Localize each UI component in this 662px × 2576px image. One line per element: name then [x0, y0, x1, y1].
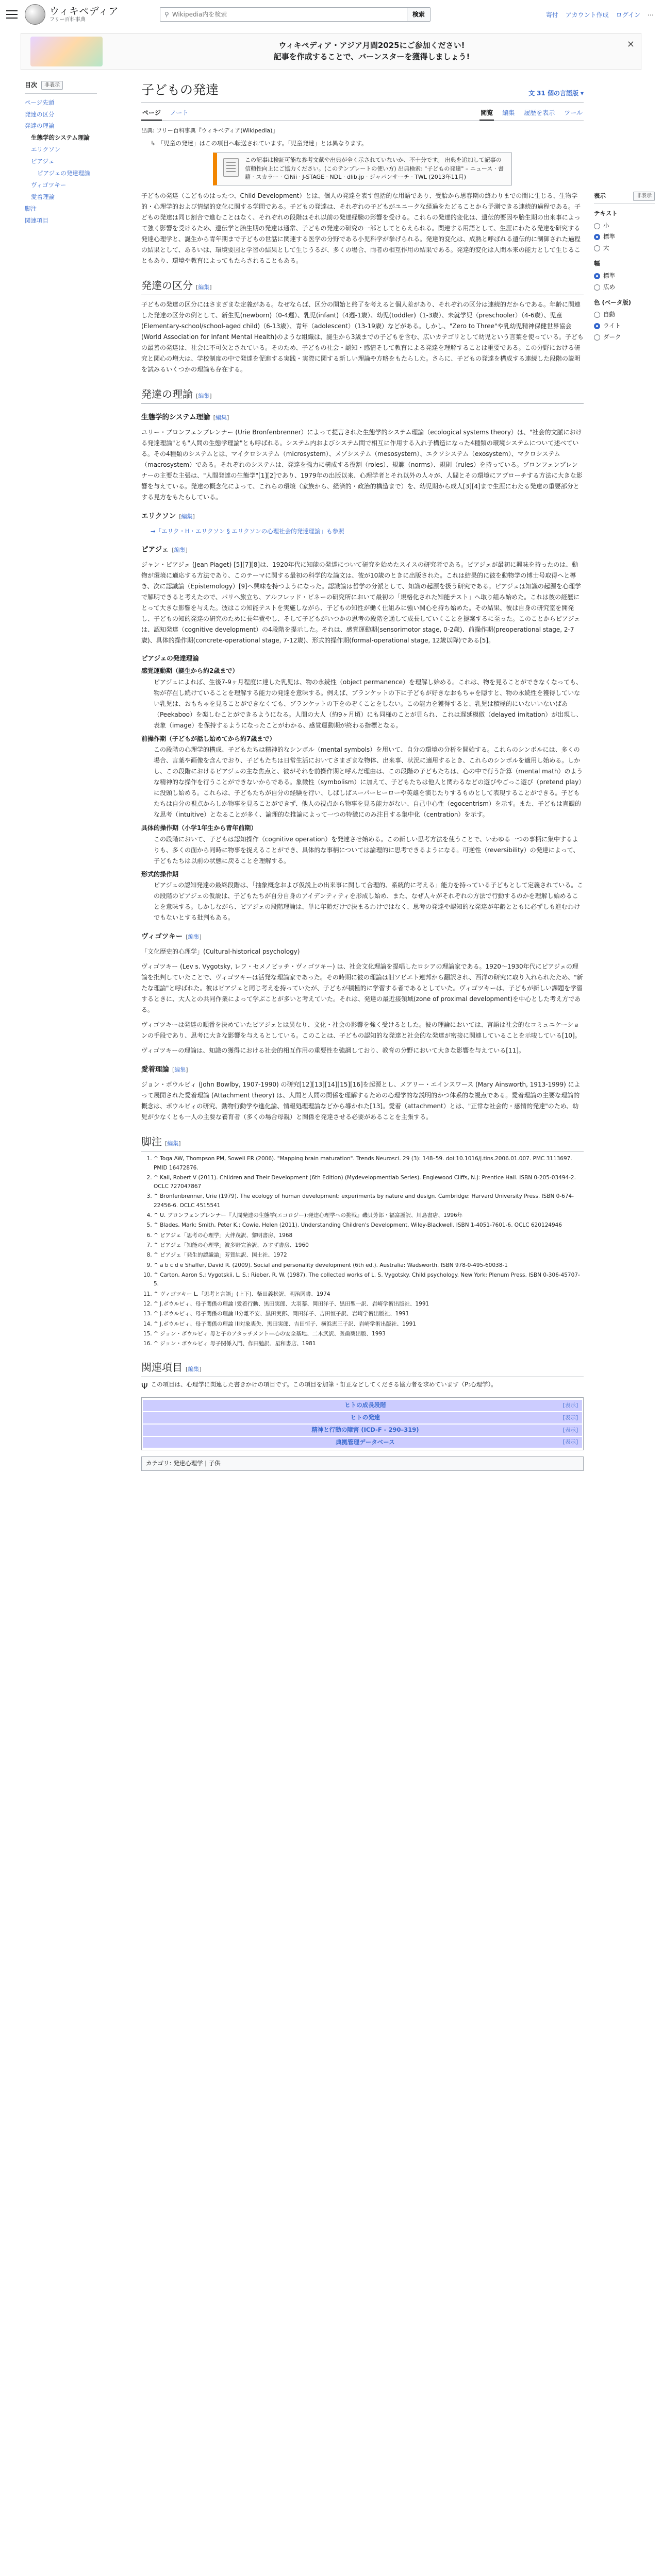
stage-description: ピアジェによれば、生後7-9ヶ月程度に達した乳児は、物の永続性（object permanence）を理解し始める。これは、物を見ることができなくなっても、物が存在し続けていることを理解する能力の発達を意味する。例えば、ブランケットの下に子どもが好きなおもちゃを隠すと、物の永続性を獲得していない乳児は、おもちゃを見ることができなくても、ブランケットの下をのぞくことをしない。この能力を獲得すると、乳児は積極的にいないいないばあ（Peekaboo）を楽しむことができるようになる。人間の大人（約9ヶ月頃）にも同様のことが見られ、これは遅延模倣（delayed imitation）が出現し、表象（image）を保持するようになったことがわかる、感覚運動期が終わる指標となる。	[154, 678, 583, 729]
width-heading: 幅	[594, 260, 600, 267]
page-title-bar	[141, 80, 584, 103]
stage-term: 形式的操作期	[141, 870, 179, 878]
donate-link[interactable]: 寄付	[545, 11, 558, 19]
section-theories: 発達の理論 [編集]	[141, 386, 584, 404]
reference-item: 10. ^ Carton, Aaron S.; Vygotskii, L. S.; Rieber, R. W. (1987). The collected works of L. S. Vygotsky. Child psychology. New York: Plenum Press. ISBN 0-306-45707-5.	[154, 1271, 584, 1289]
reference-item: 8. ^ ピアジェ「発生的認識論」芳賀純訳、国土社、1972	[154, 1251, 584, 1260]
page-title: 子どもの発達	[141, 82, 219, 97]
banner-illustration	[30, 37, 103, 66]
color-light-option[interactable]: ライト	[594, 320, 655, 332]
toc-title: 目次	[25, 81, 38, 89]
tab-history[interactable]: 履歴を表示	[524, 109, 555, 116]
language-button[interactable]: 文 31 個の言語版 ▾	[528, 89, 584, 98]
appearance-panel	[594, 192, 655, 343]
edit-section-link[interactable]: [編集]	[196, 283, 212, 291]
vygotsky-paragraph-2: ヴィゴツキーは発達の順番を決めていたピアジェとは異なり、文化・社会の影響を強く受けるとした。彼の理論においては、言語は社会的なコミュニケーションの手段であり、思考に大きな影響を与えるとしている。このことは、子どもの認知的な発達と社会的な発達が密接に関連していることを示唆している[10]。	[141, 1021, 581, 1040]
subsection-erikson: エリクソン [編集]	[141, 512, 195, 520]
navbox	[141, 1397, 584, 1450]
tab-page[interactable]: ページ	[141, 106, 162, 121]
tab-talk[interactable]: ノート	[170, 109, 189, 116]
create-account-link[interactable]: アカウント作成	[565, 11, 609, 19]
edit-section-link[interactable]: [編集]	[172, 1066, 188, 1074]
navbox-toggle[interactable]: [表示]	[562, 1402, 578, 1409]
tab-tools[interactable]: ツール	[564, 109, 583, 116]
navbox-title[interactable]: ヒトの成長段階	[344, 1401, 386, 1409]
stage-term: 前操作期（子どもが話し始めてから約7歳まで）	[141, 735, 276, 742]
navbox-row[interactable]	[143, 1412, 582, 1423]
search-icon: ⚲	[164, 10, 169, 18]
stage-term: 具体的操作期（小学1年生から青年前期）	[141, 824, 257, 832]
reference-item: 12. ^ J.ボウルビィ、母子関係の理論 I愛着行動、黒田実郎、大羽蓁、岡田洋子、黒田聖一訳、岩崎学術出版社、1991	[154, 1300, 584, 1309]
reference-item: 15. ^ ジョン・ボウルビィ 母と子のアタッチメント—心の安全基地、二木武訳、医歯薬出版、1993	[154, 1330, 584, 1338]
reference-list	[141, 1155, 584, 1348]
ecological-paragraph: ユリー・ブロンフェンブレンナー (Urie Bronfenbrenner）によって提言された生態学的システム理論（ecological systems theory）は、"社会的文脈における発達理論"とも"人間の生態学理論"とも呼ばれる。システム内およびシステム間で相互に作用する入れ子構造になった4種類の環境システムについて述べている。その4種類のシステムとは、マイクロシステム（microsystem）、メゾシステム（mesosystem）、エクソシステム（exosystem）、マクロシステム（macrosystem）である。それぞれのシステムは、発達を強力に構成する役割（roles）、規範（norms）、規則（rules）を持っている。ブロンフェンブレンナーの主要な主張は、"人間発達の生態学"[1][2]であり、1979年の出版以来、心理学者とそれ以外の人々が、人間とその環境にアプローチする方法に大きな影響を与えている。発達の概念化によって、これらの環境（家族から、経済的・政治的構造まで）を、幼児期から成人[3][4]まで生涯にわたる発達の重要部分とする見方をもたらしている。	[141, 428, 583, 501]
stub-notice: Ψ この項目は、心理学に関連した書きかけの項目です。この項目を加筆・訂正などしてくださる協力者を求めています（P:心理学）。	[141, 1380, 584, 1393]
page-tabs	[141, 106, 584, 122]
toc-item[interactable]: 発達の理論	[25, 122, 55, 130]
site-header	[0, 0, 662, 29]
reference-item: 1. ^ Toga AW, Thompson PM, Sowell ER (2006). "Mapping brain maturation". Trends Neurosci. 29 (3): 148–59. doi:10.1016/j.tins.2006.01.007. PMC 3113697. PMID 16472876.	[154, 1155, 584, 1173]
category-links[interactable]: カテゴリ: 発達心理学 | 子供	[141, 1456, 584, 1471]
login-link[interactable]: ログイン	[616, 11, 640, 19]
appearance-title: 表示	[594, 192, 606, 199]
reference-item: 6. ^ ピアジェ「思考の心理学」大伴茂訳、黎明書房、1968	[154, 1231, 584, 1240]
campaign-banner	[21, 33, 641, 70]
subsection-attachment: 愛着理論 [編集]	[141, 1065, 188, 1074]
article-content	[141, 80, 584, 1471]
reference-item: 14. ^ J.ボウルビィ、母子関係の理論 III対象喪失、黒田実郎、吉田恒子、横浜恵三子訳、岩崎学術出版社、1991	[154, 1320, 584, 1329]
edit-section-link[interactable]: [編集]	[165, 1140, 181, 1147]
reference-item: 2. ^ Kail, Robert V (2011). Children and Their Development (6th Edition) (Mydevelopmentlab Series). Englewood Cliffs, N.J: Prentice Hall. ISBN 0-205-03494-2. OCLC 727047867	[154, 1174, 584, 1192]
stage-description: この段階の心理学的構成、子どもたちは精神的なシンボル（mental symbols）を用いて、自分の環境の分析を開始する。これらのシンボルには、多くの場合、言葉や画像を含んでおり、子どもたちは日常生活においてさまざまな物体、出来事、状況に適用するとき、これらのシンボルを適用し始める。しかし、この段階におけるピアジェの主な焦点と、彼がそれを前操作期と呼んだ理由は、この段階の子どもたちは、心の中で行う計算（mental math）のような精神的な操作を行うことができないからである。象徴性（symbolism）に加えて、子どもたちは他人と関わるなどの遊びやごっこ遊び（pretend play）に没頭し始める。これらは、子どもたちが自分の経験を行い、しばしばスーパーヒーローや英雄を演じたりするものとして表現することができる。子どもたちは自分の視点からしか物事を見ることができず、他人の視点から物事を見る能力がない、自己中心性（egocentrism）を示す。また、子どもは直観的な思考（intuitive）となることが多く、論理的な推論によって一つの特徴にのみ注目する集中化（centration）を示す。	[154, 746, 583, 819]
reference-item: 3. ^ Bronfenbrenner, Urie (1979). The ecology of human development: experiments by nature and design. Cambridge: Harvard University Press. ISBN 0-674-22456-6. OCLC 4515541	[154, 1192, 584, 1210]
navbox-toggle[interactable]: [表示]	[562, 1414, 578, 1421]
site-name: ウィキペディア	[49, 6, 119, 18]
section-related: 関連項目 [編集]	[141, 1360, 584, 1377]
width-standard-option[interactable]: 標準	[594, 270, 655, 282]
text-size-large-option[interactable]: 大	[594, 243, 655, 254]
divisions-paragraph: 子どもの発達の区分にはさまざまな定義がある。なぜならば、区分の開始と終了を考えると個人差があり、それぞれの区分は連続的だからである。年齢に関連した発達の区分の例として、新生児(newborn)（0-4週）、乳児(infant)（4週-1歳）、幼児(toddler)（1-3歳）、未就学児（preschooler）（4-6歳）、児童(Elementary-school/school-aged child)（6-13歳）、青年（adolescent）（13-19歳）などがある。しかし、"Zero to Three"や乳幼児精神保健世界協会(World Association for Infant Mental Health)のような組織は、誕生から3歳までの子どもを含む、広いカテゴリとして幼児という言葉を使っている。子どもの最善の発達は、社会に不可欠とされている。そのため、子どもの社会・認知・感情そして教育による発達を理解することは重要である。この分野における研究と関心の増大は、学校制度の中で発達を促進する実践・実際に関する新しい理論や方略をもたらした。さらに、子どもの発達を構成する連続した段階の説明を試みるいくつかの理論も存在する。	[141, 300, 584, 373]
attachment-paragraph: ジョン・ボウルビィ (John Bowlby, 1907-1990) の研究[12][13][14][15][16]を起源とし、メアリー・エインスワース (Mary Ainsworth, 1913-1999) によって展開された愛着理論 (Attachment theory) は、人間と人間の関係を理解するための心理学的な説明的かつ体系的な視点である。愛着理論の主要な理論的概念は、ボウルビィの研究、動物行動学や進化論、情報処理理論などから導かれた[13]。愛着（attachment）とは、"正常な社会的・感情的発達"のため、幼児が少なくとも一人の主要な養育者（多くの場合母親）と関係を発達させる必要があることを主張する。	[141, 1081, 581, 1121]
stage-term: 感覚運動期（誕生から約2歳まで）	[141, 667, 239, 674]
toc-item[interactable]: ピアジェ	[31, 158, 55, 165]
navbox-row[interactable]	[143, 1425, 582, 1436]
page-body	[0, 70, 662, 2576]
reference-item: 11. ^ ヴィゴツキー L.「思考と言語」(上下)、柴田義松訳、明治図書、1974	[154, 1290, 584, 1299]
toc-item[interactable]: 愛着理論	[31, 193, 55, 201]
subsection-piaget: ピアジェ [編集]	[141, 545, 188, 554]
subsection-ecological: 生態学的システム理論 [編集]	[141, 413, 229, 421]
section-notes: 脚注 [編集]	[141, 1134, 584, 1151]
vygotsky-subtitle: 「文化歴史的心理学」(Cultural-historical psychology)	[141, 948, 300, 956]
intro-paragraph: 子どもの発達（こどものはったつ、Child Development）とは、個人の発達を表す包括的な用語であり、受胎から思春期の終わりまでの間に生じる、生物学的・心理学的および情緒的変化に関する学問である。子どもの発達は、それぞれの子どもがユニークな経過をたどることから予測できる連続的過程である。子どもの発達は同じ割合で進むことはなく、それぞれの段階はそれ以前の発達経験の影響を受ける。これらの発達的変化は、遺伝的要因や胎生期の出来事によって強く影響を受けるため、遺伝学と胎生期の発達は通常、子どもの発達の研究の一部としてとらえられる。関連する用語として、生涯にわたる発達を研究する発達心理学と、誕生から青年期まで子どもの世話に関連する医学の分野である小児科学が挙げられる。発達的変化は、成熟と呼ばれる遺伝的に制御された過程の結果として、あるいは、環境要因と学習の結果として生じうるが、多くの場合、両者の相互作用の結果である。発達的変化は人間本来の能力として生じることもあり、環境や教育によってもたらされることもある。	[141, 192, 581, 264]
hatnote: ↳ 「児童の発達」はこの項目へ転送されています。「児童発達」とは異なります。	[151, 139, 584, 148]
stage-description: この段階において、子どもは認知操作（cognitive operation）を発達させ始める。この新しい思考方法を使うことで、いわゆる一つの事柄に集中するよりも、多くの面から同時に物事を捉えることができ、具体的な事柄については論理的に思考できるようになる。可逆性（reversibility）の発達によって、子どもたちは以前の状態に戻ることを理解する。	[154, 835, 580, 865]
reference-item: 13. ^ J.ボウルビィ、母子関係の理論 II分離不安、黒田実郎、岡田洋子、吉田恒子訳、岩崎学術出版社、1991	[154, 1310, 584, 1318]
toc-item[interactable]: 関連項目	[25, 216, 48, 224]
piaget-theory-heading: ピアジェの発達理論	[141, 654, 199, 662]
width-wide-option[interactable]: 広め	[594, 282, 655, 293]
color-heading: 色 (ベータ版)	[594, 298, 632, 306]
refimprove-notice: この記事は検証可能な参考文献や出典が全く示されていないか、不十分です。 出典を追加して記事の信頼性向上にご協力ください。(このテンプレートの使い方) 出典検索: "子どもの発達" – ニュース · 書籍 · スカラー · CiNii · J-STAGE · NDL · dlib.jp · ジャパンサーチ · TWL (2013年11月)	[213, 152, 512, 185]
color-auto-option[interactable]: 自動	[594, 309, 655, 320]
reference-item: 7. ^ ピアジェ「知能の心理学」波多野完治訳、みすず書房、1960	[154, 1241, 584, 1250]
text-size-small-option[interactable]: 小	[594, 221, 655, 232]
reference-item: 5. ^ Blades, Mark; Smith, Peter K.; Cowie, Helen (2011). Understanding Children's Development. Wiley-Blackwell. ISBN 1-4051-7601-6. OCLC 620124946	[154, 1221, 584, 1230]
navbox-row[interactable]	[143, 1437, 582, 1448]
document-icon	[223, 158, 239, 177]
table-of-contents	[25, 80, 97, 227]
navbox-title[interactable]: 精神と行動の障害 (ICD-F - 290–319)	[311, 1426, 419, 1433]
piaget-stage-list	[141, 666, 584, 923]
toc-item[interactable]: ピアジェの発達理論	[37, 170, 90, 177]
toc-item[interactable]: 脚注	[25, 205, 37, 213]
navbox-row[interactable]	[143, 1400, 582, 1411]
close-icon[interactable]: ✕	[626, 39, 635, 50]
toc-hide-button[interactable]: 非表示	[41, 81, 63, 90]
more-options-icon[interactable]: ⋯	[648, 11, 654, 19]
source-note: 出典: フリー百科事典『ウィキペディア(Wikipedia)』	[141, 127, 278, 134]
navbox-title[interactable]: 典拠管理データベース	[336, 1438, 395, 1446]
reference-item: 4. ^ U. ブロンフェンブレンナー『人間発達の生態学(エコロジー):発達心理学への挑戦』磯貝芳郎・福富護訳、川島書店、1996年	[154, 1211, 584, 1220]
main-menu-icon[interactable]	[6, 10, 18, 19]
wikipedia-globe-icon	[25, 4, 45, 25]
banner-line-2: 記事を作成することで、バーンスターを獲得しましょう!	[273, 52, 470, 61]
section-divisions: 発達の区分 [編集]	[141, 278, 584, 295]
search-input[interactable]	[172, 10, 403, 20]
stage-description: ピアジェの認知発達の最終段階は、「抽象概念および仮説上の出来事に関して合理的、系統的に考える」能力を持っている子どもとして定義されている。この段階のピアジェの仮説は、子どもたちが自分自身のアイデンティティを形成し始め、また、なぜ人々がそれぞれの方法で行動するのかを理解し始めることを意味する。しかしながら、ピアジェの段階理論は、単に年齢だけで決まるわけではなく、思考の発達や認知的な発達が年齢とともに必ずしも進むわけでもないとする批判もある。	[154, 882, 584, 922]
banner-line-1: ウィキペディア・アジア月間2025にご参加ください!	[278, 41, 465, 50]
edit-section-link[interactable]: [編集]	[179, 513, 195, 520]
text-size-standard-option[interactable]: 標準	[594, 231, 655, 243]
edit-section-link[interactable]: [編集]	[186, 1366, 202, 1373]
color-dark-option[interactable]: ダーク	[594, 332, 655, 343]
edit-section-link[interactable]: [編集]	[172, 546, 188, 553]
erikson-see-also[interactable]: →「エリク・H・エリクソン § エリクソンの心理社会的発達理論」も参照	[151, 527, 344, 535]
hatnote-icon: ↳	[151, 140, 156, 147]
navbox-title[interactable]: ヒトの発達	[350, 1414, 380, 1421]
psychology-icon: Ψ	[141, 1381, 148, 1392]
chevron-down-icon: ▾	[580, 90, 584, 97]
appearance-hide-button[interactable]: 非表示	[633, 192, 655, 201]
edit-section-link[interactable]: [編集]	[213, 414, 229, 421]
language-icon: 文	[528, 90, 535, 97]
toc-item[interactable]: 発達の区分	[25, 110, 55, 118]
edit-section-link[interactable]: [編集]	[196, 392, 212, 399]
vygotsky-paragraph-1: ヴィゴツキー (Lev s. Vygotsky, レフ・セメノビッチ・ヴィゴツキー) は、社会文化理論を提唱したロシアの理論家である。1920～1930年代にピアジェの理論を批判していたことで、ヴィゴツキーは活発な理論家であった。その時期に彼の理論は旧ソビエト連邦から翻訳され、西洋の研究に取り入れられたため、"新たな理論"と呼ばれた。彼はピアジェと同じ考えを持っていたが、子どもが積極的に学習する者であるとしていた。ヴィゴツキーは、子どもが新しい課題を学習するときに、大人との共同作業によって学ぶことが多いと考えていた。それは、発達の最近接領域(zone of proximal development)を中心とした考え方である。	[141, 963, 583, 1014]
toc-item[interactable]: エリクソン	[31, 146, 61, 154]
user-links	[546, 10, 654, 20]
reference-item: 9. ^ a b c d e Shaffer, David R. (2009). Social and personality development (6th ed.). Australia: Wadsworth. ISBN 978-0-495-60038-1	[154, 1261, 584, 1270]
navbox-toggle[interactable]: [表示]	[562, 1427, 578, 1433]
tab-edit[interactable]: 編集	[502, 109, 515, 116]
edit-section-link[interactable]: [編集]	[186, 934, 202, 941]
piaget-paragraph: ジャン・ピアジェ (Jean Piaget) [5][7][8]は、1920年代に知能の発達について研究を始めたスイスの研究者である。ピアジェが最初に興味を持ったのは、動物が環境に適応する方法であり、このテーマに関する最初の科学的な論文は、彼が10歳のときに出版された。これは結果的に彼を動物学の博士号取得へと導き、次に認識論（Epistemology）[9]へ興味を持つようになった。認識論は哲学の分派として、知識の起源を扱う研究である。ピアジェは知識の起源を心理学で解明できると考えたので、パリへ旅立ち、アルフレッド・ビネーの研究所において最初の「規格化された知能テスト」へ取り組み始めた。これは彼の経歴にとって大きな影響を与えた。彼はこの知能テストを実施しながら、子どもの知性が働く仕組みに強い関心を持ち始めた。その結果、彼は自身の研究室を開発し、子どもの知的発達の研究のために長年費やし、そして子どもがいつかの思考の段階を通して成長していくことを提案するに至った。このことからピアジェは、認知発達（cognitive development）の4段階を提示した。それは、感覚運動期(sensorimotor stage, 0-2歳)、前操作期(preoperational stage, 2-7歳)、具体的操作期(concrete-operational stage, 7-12歳)、形式的操作期(formal-operational stage, 12歳以降)である[5]。	[141, 561, 581, 644]
vygotsky-paragraph-3: ヴィゴツキーの理論は、知識の獲得における社会的相互作用の重要性を強調しており、教育の分野において大きな影響を与えている[11]。	[141, 1047, 525, 1055]
toc-item[interactable]: 生態学的システム理論	[31, 134, 90, 142]
site-logo[interactable]	[25, 4, 119, 25]
search-button[interactable]: 検索	[407, 7, 431, 22]
subsection-vygotsky: ヴィゴツキー [編集]	[141, 933, 202, 941]
search-form	[160, 7, 431, 22]
reference-item: 16. ^ ジョン・ボウルビィ 母子関係入門、作田勉訳、星和書店、1981	[154, 1340, 584, 1348]
text-size-heading: テキスト	[594, 209, 618, 217]
site-tagline: フリー百科事典	[49, 16, 86, 23]
tab-read[interactable]: 閲覧	[479, 106, 494, 121]
toc-item[interactable]: ヴィゴツキー	[31, 181, 67, 189]
toc-item[interactable]: ページ先頭	[25, 98, 55, 106]
navbox-toggle[interactable]: [表示]	[562, 1439, 578, 1446]
